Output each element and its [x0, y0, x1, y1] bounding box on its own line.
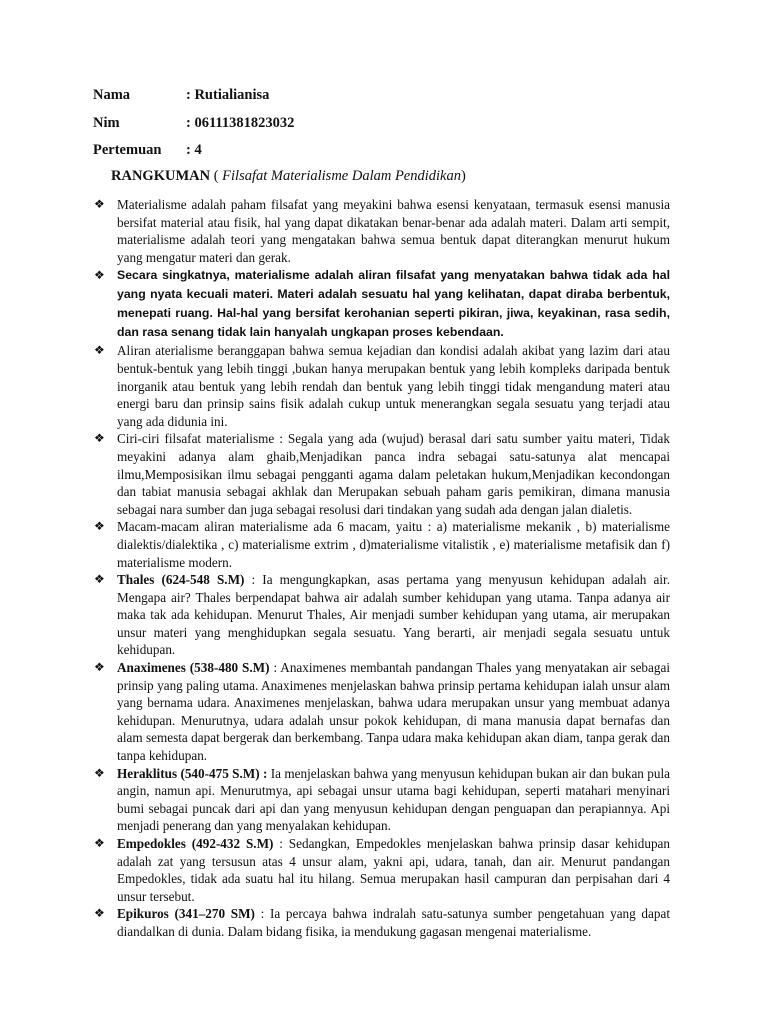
item-heading: Empedokles (492-432 S.M) [117, 836, 274, 851]
title-open: ( [210, 168, 223, 184]
diamond-bullet-icon: ❖ [94, 836, 105, 850]
document-title [111, 168, 466, 185]
pertemuan-value: : 4 [186, 142, 202, 158]
item-text: Aliran aterialisme beranggapan bahwa semua kejadian dan kondisi adalah akibat yang lazim dari atau bentuk-bentuk yang lebih tinggi ,bukan hanya merupakan bentuk yang lebih kompleks daripada bentuk inorganik atau bentuk yang lebih rendah dan bentuk yang lebih tinggi tidak mengandung materi atau energi baru dan prinsip sains fisik adalah cukup untuk menerangkan segala sesuatu yang terjadi atau yang ada didunia ini. [117, 343, 670, 429]
item-text: : Anaximenes membantah pandangan Thales yang menyatakan air sebagai prinsip yang paling utama. Anaximenes menjelaskan bahwa prinsip pertama kehidupan ialah unsur alam yang bernama udara. Anaximenes menjelaskan, bahwa udara merupakan unsur yang membuat adanya kehidupan. Menurutnya, udara adalah unsur pokok kehidupan, di mana manusia dapat bernafas dan alam semesta dapat bergerak dan berkembang. Tanpa udara maka kehidupan akan diam, tanpa gerak dan tanpa kehidupan. [117, 660, 670, 764]
diamond-bullet-icon: ❖ [94, 765, 105, 780]
nim-value: : 06111381823032 [186, 115, 295, 131]
item-text: Materialisme adalah paham filsafat yang meyakini bahwa esensi kenyataan, termasuk esensi manusia bersifat material atau fisik, hal yang dapat dikatakan benar-benar ada adalah materi. Dalam arti sempit, materialisme adalah teori yang mengatakan bahwa semua bentuk dapat diterangkan menurut hukum yang mengatur materi dan gerak. [117, 197, 670, 265]
summary-list [94, 196, 670, 941]
list-item [94, 905, 670, 940]
list-item [94, 518, 670, 571]
list-item [94, 659, 670, 765]
item-text: : Ia percaya bahwa indralah satu-satunya sumber pengetahuan yang dapat diandalkan di dunia. Dalam bidang fisika, ia mendukung gagasan mengenai materialisme. [117, 906, 670, 939]
title-main: RANGKUMAN [111, 168, 211, 184]
nim-label: Nim [93, 115, 120, 131]
item-text: Macam-macam aliran materialisme ada 6 macam, yaitu : a) materialisme mekanik , b) materialisme dialektis/dialektika , c) materialisme extrim , d)materialisme vitalistik , e) materialisme metafisik dan f) materialisme modern. [117, 519, 670, 570]
list-item [94, 835, 670, 905]
item-text: : Ia mengungkapkan, asas pertama yang menyusun kehidupan adalah air. Mengapa air? Thales berpendapat bahwa air adalah sumber kehidupan yang utama. Tanpa adanya air maka tak ada kehidupan. Menurut Thales, Air menjadi sumber kehidupan yang utama, air merupakan unsur materi yang menghidupkan segala sesuatu. Yang berarti, air menjadi segala sesuatu untuk kehidupan. [117, 572, 670, 658]
item-heading: Anaximenes (538-480 S.M) [117, 660, 270, 676]
nim-row [93, 115, 294, 132]
diamond-bullet-icon: ❖ [94, 343, 105, 358]
diamond-bullet-icon: ❖ [94, 431, 105, 446]
diamond-bullet-icon: ❖ [94, 197, 105, 211]
item-text: Ciri-ciri filsafat materialisme : Segala yang ada (wujud) berasal dari satu sumber yaitu materi, Tidak meyakini adanya alam ghaib,Menjadikan panca indra sebagai satu-satunya alat mencapai ilmu,Memposisikan ilmu sebagai pengganti agama dalam peletakan hukum,Menjadikan kecondongan dan tabiat manusia sebagai akhlak dan Merupakan sebuah paham garis pemikiran, dimana manusia sebagai nara sumber dan juga sebagai resolusi dari tindakan yang sudah ada dengan jalan dialetis. [117, 431, 670, 517]
item-text: Secara singkatnya, materialisme adalah aliran filsafat yang menyatakan bahwa tidak ada hal yang nyata kecuali materi. Materi adalah sesuatu hal yang kelihatan, dapat diraba berbentuk, menepati ruang. Hal-hal yang bersifat kerohanian seperti pikiran, jiwa, keyakinan, rasa sedih, dan rasa senang tidak lain hanyalah ungkapan proses kebendaan. [117, 268, 670, 340]
nama-value: : Rutialianisa [186, 87, 270, 103]
list-item [94, 571, 670, 659]
item-text: Ia menjelaskan bahwa yang menyusun kehidupan bukan air dan bukan pula angin, namun api. Menurutmya, api sebagai unsur utama bagi kehidupan, seperti matahari menyinari bumi sebagai puncak dari api dan yang menyusun kehidupan dengan penguapan dan perapiannya. Api menjadi penerang dan yang menyalakan kehidupan. [117, 765, 670, 834]
list-item [94, 196, 670, 266]
item-heading: Heraklitus (540-475 S.M) : [117, 765, 268, 781]
diamond-bullet-icon: ❖ [94, 906, 105, 921]
list-item [94, 266, 670, 342]
list-item [94, 765, 670, 835]
pertemuan-label: Pertemuan [93, 142, 162, 158]
list-item [94, 430, 670, 518]
diamond-bullet-icon: ❖ [94, 660, 105, 675]
title-subtitle: Filsafat Materialisme Dalam Pendidikan [222, 168, 461, 184]
item-heading: Epikuros (341–270 SM) [117, 906, 255, 922]
item-heading: Thales (624-548 S.M) [117, 572, 245, 588]
list-item [94, 342, 670, 430]
pertemuan-row [93, 142, 202, 159]
item-text: : Sedangkan, Empedokles menjelaskan bahwa prinsip dasar kehidupan adalah zat yang tersusun atas 4 unsur alam, yakni api, udara, tanah, dan air. Menurut pandangan Empedokles, tidak ada suatu hal itu hilang. Semua merupakan hasil campuran dan perpisahan dari 4 unsur tersebut. [117, 836, 671, 904]
diamond-bullet-icon: ❖ [94, 268, 105, 283]
title-close: ) [461, 168, 466, 184]
nama-label: Nama [93, 87, 131, 103]
nama-row [93, 87, 269, 104]
diamond-bullet-icon: ❖ [94, 572, 105, 587]
diamond-bullet-icon: ❖ [94, 519, 105, 534]
